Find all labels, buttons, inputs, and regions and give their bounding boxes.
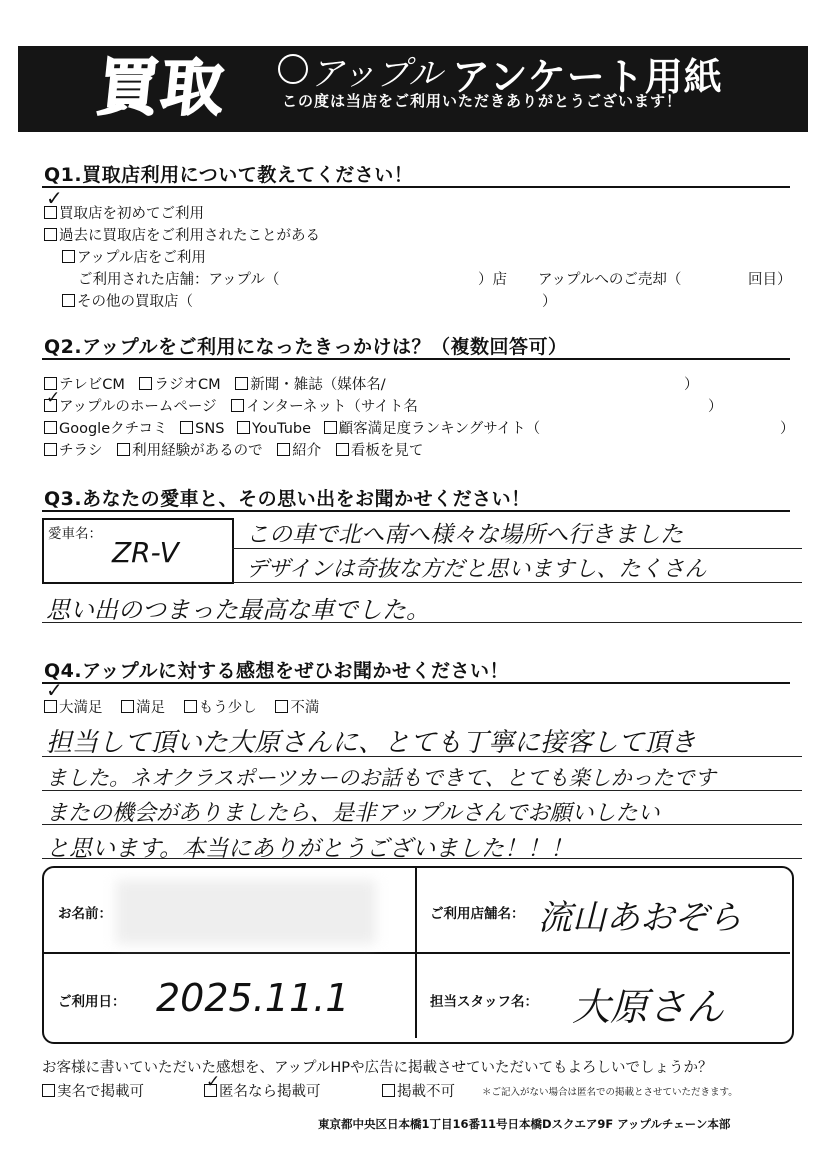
q2-option-youtube[interactable]: YouTube [237,421,311,437]
date-value: 2025.11.1 [156,976,350,1020]
q1-other-close: ） [542,294,557,310]
q1-store-used-label: ご利用された店舗：アップル（ [78,272,280,288]
q4-answer-line-1: 担当して頂いた大原さんに、とても丁寧に接客して頂き [46,728,697,758]
q1-sales-suffix: 回目） [748,272,792,288]
q2-row2-close: ） [708,399,723,415]
q2-row2 [44,395,418,416]
q4-answer-line-3: またの機会がありましたら、是非アップルさんでお願いしたい [46,801,660,826]
car-name-value: ZR-V [112,536,179,569]
info-divider-horizontal [44,952,790,954]
q2-row1 [44,373,386,394]
consent-question: お客様に書いていただいた感想を、アップルHPや広告に掲載させていただいてもよろしいでしょうか？ [42,1060,713,1076]
q2-row3-close: ） [780,421,795,437]
q3-answer-line-2: デザインは奇抜な方だと思いますし、たくさん [246,557,707,582]
staff-value: 大原さん [572,985,725,1029]
consent-option-anonymous[interactable]: 匿名なら掲載可 [204,1080,321,1101]
q4-rating-somewhat[interactable]: もう少し [184,700,257,716]
q2-option-tvcm[interactable]: テレビCM [44,377,125,393]
checkmark-icon: ✓ [206,1072,221,1092]
q3-answer-line-1: この車で北へ南へ様々な場所へ行きました [246,522,683,548]
q4-answer-line-2: ました。ネオクラスポーツカーのお話もできて、とても楽しかったです [46,766,716,790]
q1-heading: Q1.買取店利用について教えてください！ [44,164,414,186]
q2-option-internet[interactable]: インターネット（サイト名 [231,399,418,415]
q2-row3 [44,417,540,438]
q1-store-suffix: ）店 [478,272,507,288]
q2-row1-close: ） [684,377,699,393]
checkmark-icon: ✓ [46,388,61,408]
q2-option-experience[interactable]: 利用経験があるので [117,443,263,459]
consent-option-no[interactable]: 掲載不可 [382,1080,455,1101]
q2-option-referral[interactable]: 紹介 [277,443,321,459]
q1-option-apple[interactable]: アップル店をご利用 [62,246,206,267]
q3-heading: Q3.あなたの愛車と、その思い出をお聞かせください！ [44,488,531,510]
page-title: アンケート用紙 [452,55,723,99]
q2-option-radiocm[interactable]: ラジオCM [139,377,220,393]
q4-answer-line-4: と思います。本当にありがとうございました！！！ [46,836,574,862]
q2-option-homepage[interactable]: アップルのホームページ [44,399,217,415]
q4-underline [42,682,790,684]
q2-underline [42,358,790,360]
q1-option-other[interactable]: その他の買取店（ [62,290,193,311]
q2-option-newspaper[interactable]: 新聞・雑誌（媒体名/ [235,377,385,393]
footer-address: 東京都中央区日本橋1丁目16番11号日本橋Dスクエア9F アップルチェーン本部 [318,1117,731,1131]
apple-logo-icon [278,54,308,84]
q2-option-ranking[interactable]: 顧客満足度ランキングサイト（ [324,421,541,437]
checkmark-icon: ✓ [46,186,63,210]
staff-label: 担当スタッフ名： [430,994,538,1010]
store-value: 流山あおぞら [538,898,742,938]
checkmark-icon: ✓ [46,678,63,702]
q2-option-flyer[interactable]: チラシ [44,443,103,459]
q4-rating-very-satisfied[interactable]: 大満足 [44,700,103,716]
q3-underline [42,510,790,512]
q3-answer-line-3: 思い出のつまった最高な車でした。 [46,596,430,624]
q4-ratings [44,696,319,717]
q4-rating-dissatisfied[interactable]: 不満 [275,700,319,716]
q2-row4 [44,439,423,460]
q4-rating-satisfied[interactable]: 満足 [121,700,165,716]
q1-underline [42,186,790,188]
consent-note: ＊ご記入がない場合は匿名での掲載とさせていただきます。 [482,1087,738,1098]
consent-option-realname[interactable]: 実名で掲載可 [42,1080,144,1101]
redacted-name [116,880,376,944]
page-subtitle: この度は当店をご利用いただきありがとうございます！ [282,92,683,110]
q1-option-past[interactable]: 過去に買取店をご利用されたことがある [44,224,320,245]
q2-heading: Q2.アップルをご利用になったきっかけは？（複数回答可） [44,336,568,358]
kaitori-logo-text: 買取 [93,51,230,124]
car-name-label: 愛車名： [48,526,102,542]
name-label: お名前： [58,906,112,922]
date-label: ご利用日： [58,994,126,1010]
q2-option-sns[interactable]: SNS [180,421,224,437]
q2-option-google[interactable]: Googleクチコミ [44,421,168,437]
q1-sales-count-label: アップルへのご売却（ [538,272,682,288]
brand-logo-text: アップル [310,54,443,94]
q1-option-first[interactable]: 買取店を初めてご利用 [44,202,204,223]
store-label: ご利用店舗名： [430,906,525,922]
q4-heading: Q4.アップルに対する感想をぜひお聞かせください！ [44,660,510,682]
q2-option-signboard[interactable]: 看板を見て [336,443,424,459]
